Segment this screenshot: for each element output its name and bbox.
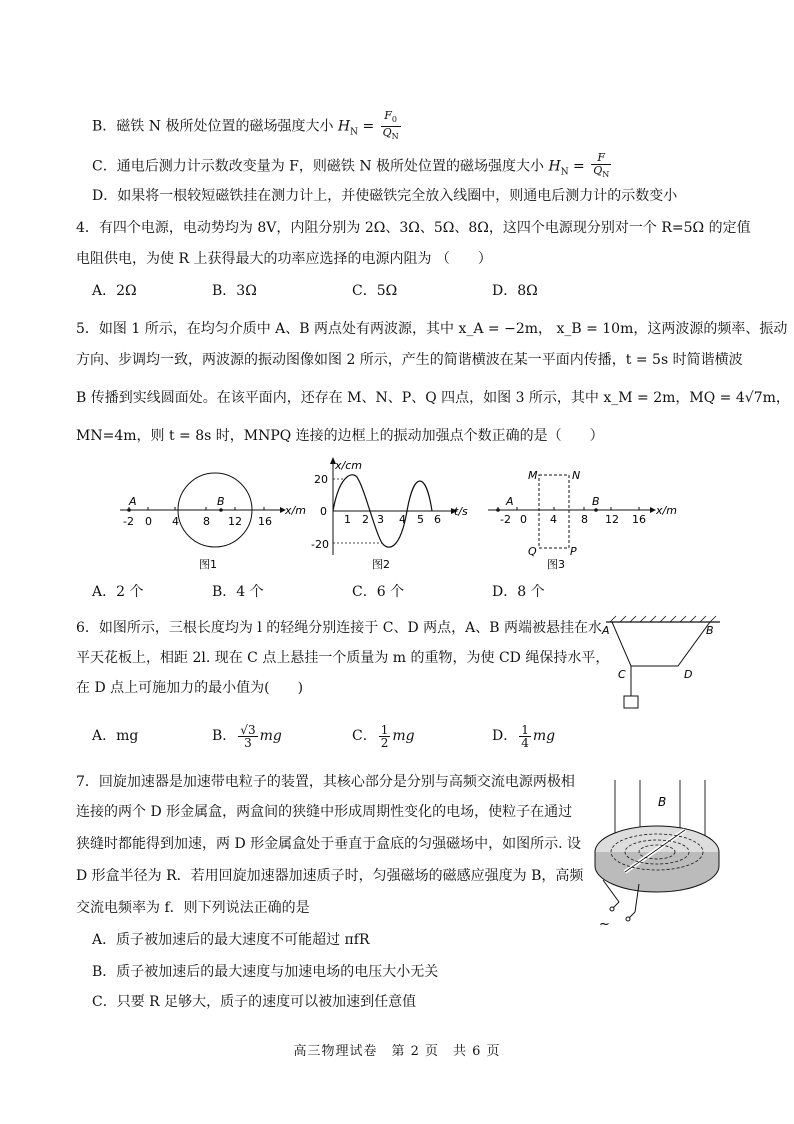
q3-option-c-fraction <box>591 152 611 181</box>
fig1-tick-label: -2 <box>123 515 134 528</box>
q5-stem-line1: 5．如图 1 所示，在均匀介质中 A、B 两点处有两波源，其中 x_A = −2m， x_B = 10m，这两波源的频率、振动 <box>76 321 788 337</box>
fig3-label-b: B <box>592 495 600 508</box>
q3-option-b-text: B．磁铁 N 极所处位置的磁场强度大小 <box>92 118 334 135</box>
q3-option-c-num: F <box>597 151 606 164</box>
q6-rope-acdb <box>612 622 710 666</box>
q3-option-b-den-sub: N <box>391 132 399 142</box>
q6-label-c: C <box>618 668 626 681</box>
fig1-caption: 图1 <box>199 558 217 571</box>
fig2-x-tick: 4 <box>399 513 406 526</box>
fig3-label-a: A <box>506 495 514 508</box>
q3-option-b: B．磁铁 N 极所处位置的磁场强度大小 $H_N$ = $\frac{F_0}{Q_N}$ <box>92 109 399 142</box>
q6-weight-block <box>624 696 638 708</box>
q5-stem-line2: 方向、步调均一致，两波源的振动图像如图 2 所示，产生的简谐横波在某一平面内传播，t = 5s 时简谐横波 <box>76 352 743 368</box>
q3-option-d: D．如果将一根较短磁铁挂在测力计上，并使磁铁完全放入线圈中，则通电后测力计的示数变小 <box>92 188 678 204</box>
fig3-label-n: N <box>572 469 581 482</box>
q6-option-b <box>212 716 282 756</box>
fig2-x-axis-label: t/s <box>454 505 468 518</box>
q4-option-d: D．8Ω <box>492 283 538 299</box>
q6-figure-ropes <box>598 614 728 714</box>
fig3-label-m: M <box>528 469 538 482</box>
q3-option-c-h: H <box>548 158 561 175</box>
q3-option-b-h-sub: N <box>350 127 358 138</box>
fig2-x-tick: 6 <box>434 513 441 526</box>
q5-option-c: C．6 个 <box>352 584 405 600</box>
q7-option-c: C．只要 R 足够大，质子的速度可以被加速到任意值 <box>92 994 417 1010</box>
fig2-y-axis-label: x/cm <box>335 459 362 472</box>
q6-label-a: A <box>602 624 610 637</box>
q3-option-c-text: C．通电后测力计示数改变量为 F，则磁铁 N 极所处位置的磁场强度大小 <box>92 158 545 175</box>
fig1-label-b: B <box>217 495 225 508</box>
q6-option-d-den: 4 <box>521 735 529 750</box>
q5-option-a: A．2 个 <box>92 584 144 600</box>
fig1-tick-label: 8 <box>203 515 210 528</box>
fig1-point-a <box>127 508 131 512</box>
fig3-label-p: P <box>570 545 577 558</box>
fig3-axis-label: x/m <box>656 504 677 517</box>
fig2-caption: 图2 <box>372 558 390 571</box>
fig2-x-tick: 1 <box>344 513 351 526</box>
q6-option-b-den: 3 <box>244 735 252 750</box>
q7-stem-line3: 狭缝时都能得到加速，两 D 形金属盒处于垂直于盒底的匀强磁场中，如图所示. 设 <box>76 836 582 852</box>
q4-stem-line1: 4．有四个电源，电动势均为 8V，内阻分别为 2Ω、3Ω、5Ω、8Ω，这四个电源现分别对一个 R=5Ω 的定值 <box>76 220 751 236</box>
q7-stem-line1: 7．回旋加速器是加速带电粒子的装置，其核心部分是分别与高频交流电源两极相 <box>76 774 575 790</box>
q5-option-d: D．8 个 <box>492 584 545 600</box>
q5-figure-1 <box>115 465 315 580</box>
fig3-tick-label: 12 <box>605 513 619 526</box>
q6-option-b-mg: mg <box>259 728 282 744</box>
q6-option-b-prefix: B． <box>212 728 237 744</box>
fig3-tick-label: 0 <box>520 513 527 526</box>
fig1-tick-label: 0 <box>145 515 152 528</box>
q5-option-b: B．4 个 <box>212 584 264 600</box>
q3-option-b-h: H <box>337 118 351 135</box>
q6-label-b: B <box>706 624 714 637</box>
q3-option-b-num-sub: 0 <box>391 115 398 125</box>
q7-option-b: B．质子被加速后的最大速度与加速电场的电压大小无关 <box>92 964 439 980</box>
fig1-point-b <box>219 508 223 512</box>
q6-option-c <box>352 716 415 756</box>
q4-option-b: B．3Ω <box>212 283 257 299</box>
q7-option-a: A．质子被加速后的最大速度不可能超过 πfR <box>92 932 370 948</box>
fig3-tick-label: 8 <box>581 513 588 526</box>
q6-option-d-prefix: D． <box>492 728 518 744</box>
fig1-axis-label: x/m <box>285 504 306 517</box>
fig1-label-a: A <box>129 495 137 508</box>
q5-stem-line3: B 传播到实线圆面处。在该平面内，还存在 M、N、P、Q 四点，如图 3 所示，其中 x_M = 2m，MQ = 4√7m， <box>76 390 790 406</box>
q3-option-c-h-sub: N <box>560 167 569 178</box>
q3-option-b-den: Q <box>382 126 392 140</box>
q6-option-a: A．mg <box>92 728 139 744</box>
q7-stem-line4: D 形盒半径为 R．若用回旋加速器加速质子时，匀强磁场的磁感应强度为 B，高频 <box>76 868 584 884</box>
q3-option-b-num: F <box>384 109 392 122</box>
q6-option-d-mg: mg <box>532 728 556 744</box>
q6-option-b-num: √3 <box>240 722 256 737</box>
q6-option-c-mg: mg <box>392 728 415 744</box>
q6-stem-line2: 平天花板上，相距 2l. 现在 C 点上悬挂一个质量为 m 的重物，为使 CD 绳保持水平， <box>76 650 610 666</box>
q3-option-c: C．通电后测力计示数改变量为 F，则磁铁 N 极所处位置的磁场强度大小 $H_N$ = $\frac{F}{Q_N}$ <box>92 151 610 180</box>
page-footer: 高三物理试卷 第 2 页 共 6 页 <box>293 1044 501 1059</box>
fig2-y-tick: 0 <box>320 505 327 518</box>
q5-figure-2 <box>310 455 470 580</box>
fig3-caption: 图3 <box>547 558 565 571</box>
q6-option-c-num: 1 <box>380 722 389 737</box>
q7-ac-symbol: ~ <box>599 917 610 932</box>
q6-option-c-den: 2 <box>380 735 389 750</box>
q6-option-c-prefix: C． <box>352 728 377 744</box>
q6-label-d: D <box>684 668 693 681</box>
fig2-x-tick: 5 <box>417 513 424 526</box>
fig3-tick-label: 4 <box>550 513 557 526</box>
fig1-tick-label: 12 <box>228 515 242 528</box>
fig1-tick-label: 4 <box>172 515 179 528</box>
q6-stem-line1: 6．如图所示，三根长度均为 l 的轻绳分别连接于 C、D 两点，A、B 两端被悬挂在水 <box>76 620 602 636</box>
fig3-label-q: Q <box>528 545 537 558</box>
q4-stem-line2: 电阻供电，为使 R 上获得最大的功率应选择的电源内阻为 （ ） <box>76 251 492 267</box>
q6-option-d-num: 1 <box>521 722 529 737</box>
fig2-x-tick: 3 <box>377 513 384 526</box>
q4-option-a: A．2Ω <box>92 283 137 299</box>
q3-option-c-den: Q <box>593 164 603 177</box>
q7-cyclotron-figure <box>585 772 735 932</box>
fig2-x-tick: 2 <box>362 513 369 526</box>
fig2-y-tick: 20 <box>314 473 328 486</box>
q7-field-label-b: B <box>658 795 667 809</box>
q3-option-c-den-sub: N <box>602 170 610 180</box>
fig3-mnpq-frame <box>539 475 569 548</box>
fig3-point-a <box>496 508 500 512</box>
q5-stem-line4: MN=4m，则 t = 8s 时，MNPQ 连接的边框上的振动加强点个数正确的是（ ） <box>76 428 604 444</box>
fig3-tick-label: 16 <box>632 513 646 526</box>
q6-option-d <box>492 716 555 756</box>
q7-stem-line2: 连接的两个 D 形金属盒，两盒间的狭缝中形成周期性变化的电场，使粒子在通过 <box>76 804 573 820</box>
q4-option-c: C．5Ω <box>352 283 398 299</box>
q7-stem-line5: 交流电频率为 f．则下列说法正确的是 <box>76 900 310 916</box>
fig3-point-b <box>594 508 598 512</box>
q5-figure-3 <box>484 465 684 580</box>
q6-stem-line3: 在 D 点上可施加力的最小值为( ) <box>76 680 304 696</box>
q3-option-b-fraction <box>381 110 401 143</box>
fig2-y-tick: -20 <box>311 538 329 551</box>
fig1-tick-label: 16 <box>258 515 272 528</box>
fig3-tick-label: -2 <box>500 513 511 526</box>
